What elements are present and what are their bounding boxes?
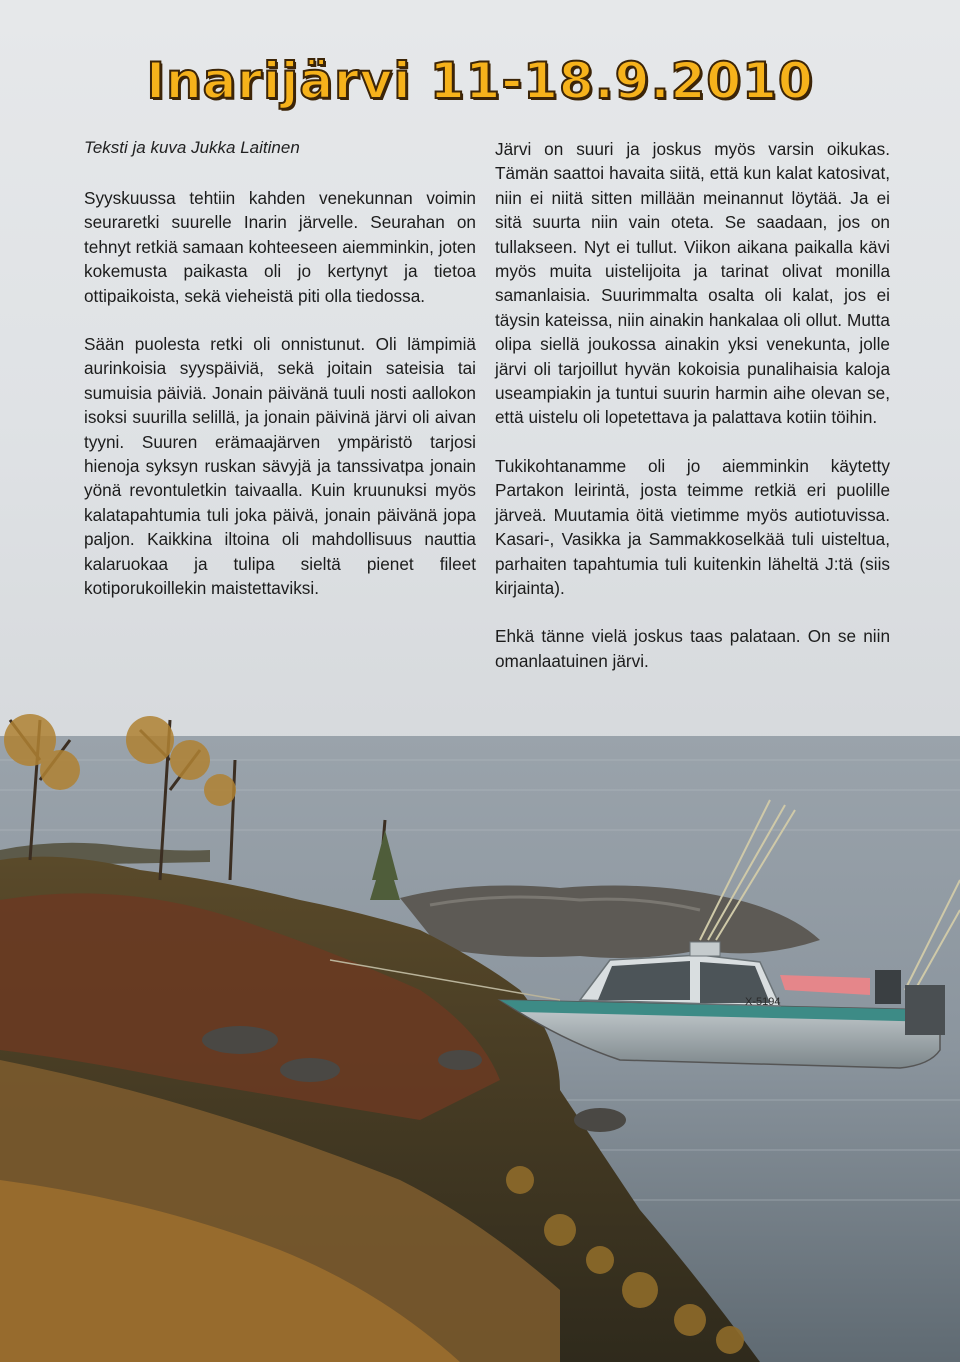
paragraph: Tukikohtanamme oli jo aiemminkin käytetty Partakon leirintä, josta teimme retkiä eri puolille järveä. Muutamia öitä vietimme myös autiotuvissa. Kasari-, Vasikka ja Sammakkoselkää tuli uisteltua, parhaiten tapahtumia tuli kuitenkin läheltä J:tä (siis kirjainta). <box>495 455 890 598</box>
page-title: Inarijärvi 11-18.9.2010 <box>146 52 814 110</box>
paragraph: Syyskuussa tehtiin kahden venekunnan voimin seuraretki suurelle Inarin järvelle. Seurahan on tehnyt retkiä samaan kohteeseen aiemminkin, joten kokemusta paikasta oli jo kertynyt ja tietoa ottipaikoista, sekä vieheistä piti olla tiedossa. <box>84 188 476 306</box>
byline: Teksti ja kuva Jukka Laitinen <box>84 138 300 157</box>
paragraph: Järvi on suuri ja joskus myös varsin oikukas. Tämän saattoi havaita siitä, että kun kalat katosivat, niin ei niitä sitten millään meinannut löytää. Ja ei sitä suurta niin vain oteta. Se saadaan, jos on tullakseen. Nyt ei tullut. Viikon aikana paikalla kävi myös muita uistelijoita ja tarinat olivat monilla samanlaisia. Suurimmalta osalta oli kalat, jos ei täysin kateissa, niin ainakin hankalaa oli ollut. Mutta olipa siellä joukossa ainakin yksi venekunta, jolle järvi oli tarjoillut hyvän kokoisia punalihaisia kaloja useampiakin ja tuntui suurin harmin aihe olevan se, että uistelu oli lopetettava ja palattava kotiin töihin. <box>495 139 890 428</box>
left-column <box>84 186 476 625</box>
boat-registration: X-5194 <box>745 996 781 1008</box>
paragraph: Ehkä tänne vielä joskus taas palataan. On se niin omanlaatuinen järvi. <box>495 626 890 671</box>
right-column <box>495 137 890 697</box>
paragraph: Sään puolesta retki oli onnistunut. Oli lämpimiä aurinkoisia syyspäiviä, sekä joitain sateisia tai sumuisia päiviä. Jonain päivänä tuuli nosti aallokon isoksi suurilla selillä, ja jonain päivinä järvi oli aivan tyyni. Suuren erämaajärven ympäristö tarjosi hienoja syksyn ruskan sävyjä ja tanssivatpa jonain yönä revontuletkin taivaalla. Kuin kruunuksi myös kalatapahtumia tuli joka päivä, jonain päivänä jopa paljon. Kaikkina iltoina oli mahdollisuus nauttia kalaruokaa ja tulipa sieltä pienet fileet kotiporukoillekin maistettaviksi. <box>84 334 476 599</box>
